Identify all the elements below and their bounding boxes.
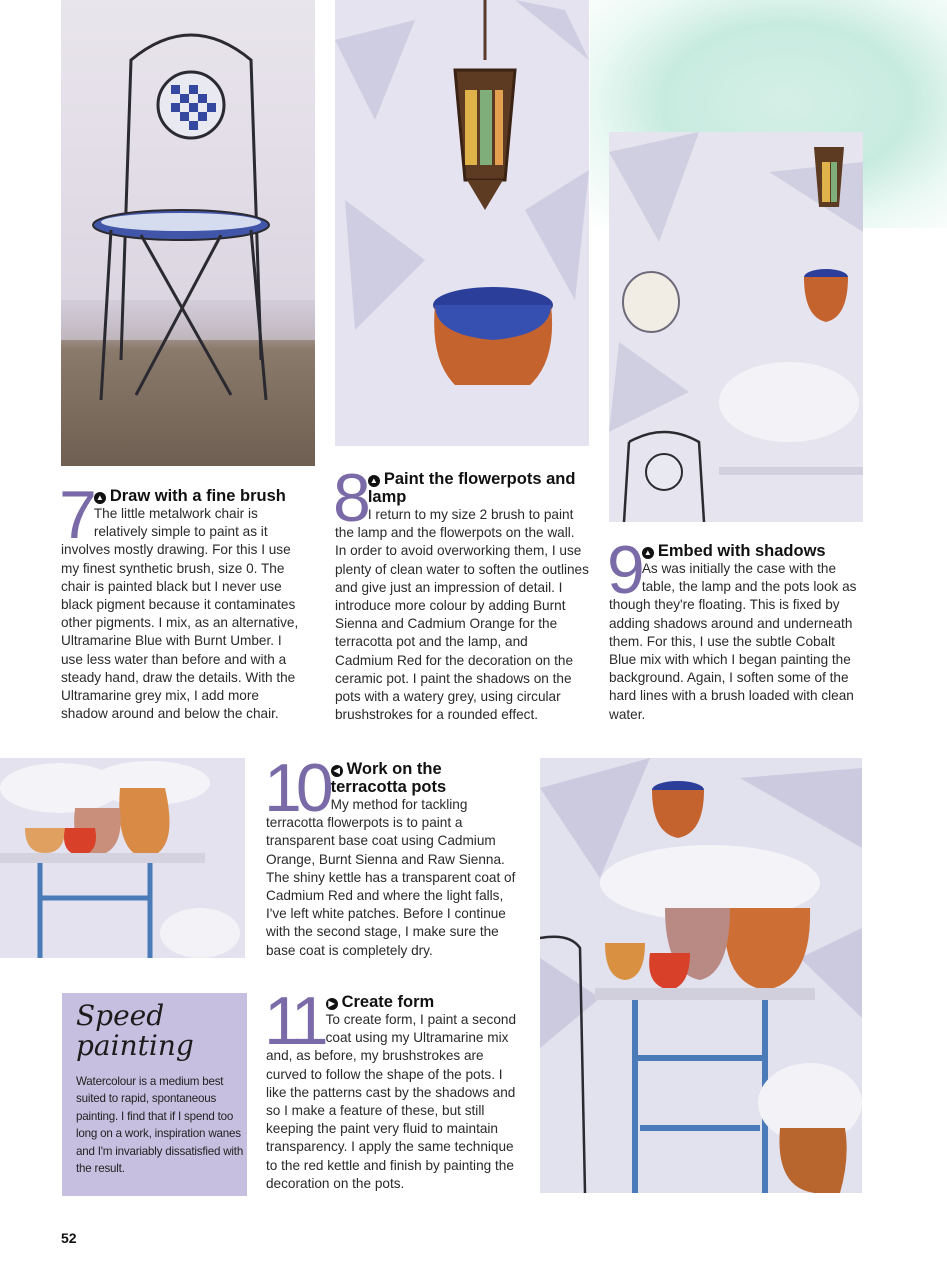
step-number: 11 bbox=[264, 983, 323, 1059]
step-10 bbox=[264, 750, 516, 960]
photo-step10-pots-crop bbox=[0, 758, 245, 958]
speed-painting-box bbox=[62, 993, 247, 1196]
step-8 bbox=[333, 460, 589, 724]
step-title-text: Draw with a fine brush bbox=[109, 487, 286, 505]
photo-step9-wall-scene bbox=[609, 132, 863, 522]
step-title bbox=[609, 542, 859, 560]
step-body: As was initially the case with the table, the lamp and the pots look as though they're floating. This is fixed by adding shadows around and underneath them. For this, I use the subtle Cobalt Blue mix with which I began painting the background. Again, I soften some of the hard lines with a brush loaded with clean water. bbox=[609, 561, 857, 722]
step-body: I return to my size 2 brush to paint the lamp and the flowerpots on the wall. In order to avoid overworking them, I use plenty of clean water to soften the outlines and give just an impression of detail. I introduce more colour by adding Burnt Sienna and Cadmium Orange for the terracotta pot and the lamp, and Cadmium Red for the decoration on the ceramic pot. I paint the shadows on the pots with a watery grey, using circular brushstrokes for a rounded effect. bbox=[335, 507, 589, 723]
speed-painting-title: Speed painting bbox=[76, 999, 194, 1062]
step-title-text: Embed with shadows bbox=[657, 542, 826, 560]
step-number: 7 bbox=[59, 477, 91, 553]
step-7 bbox=[59, 477, 307, 723]
step-title-text: Create form bbox=[341, 993, 435, 1011]
photo-step8-lamp-pot bbox=[335, 0, 589, 446]
step-number: 9 bbox=[607, 532, 639, 608]
photo-step11-final bbox=[540, 758, 862, 1193]
photo-step7-chair bbox=[61, 0, 315, 466]
step-number: 10 bbox=[264, 750, 328, 826]
step-body: The little metalwork chair is relatively simple to paint as it involves mostly drawing. For this I use my finest synthetic brush, size 0. The chair is painted black but I never use black pigment because it contaminates other pigments. I mix, as an alternative, Ultramarine Blue with Burnt Umber. I use less water than before and with a steady hand, draw the details. With the Ultramarine grey mix, I add more shadow around and below the chair. bbox=[61, 506, 299, 722]
circle-arrow-icon: ▲ bbox=[642, 547, 654, 559]
step-11 bbox=[264, 983, 517, 1193]
step-body: My method for tackling terracotta flowerpots is to paint a transparent base coat using Cadmium Orange, Burnt Sienna and Raw Sienna. The shiny kettle has a transparent coat of Cadmium Red and where the light falls, I've left white patches. Before I continue with the second stage, I make sure the base coat is completely dry. bbox=[266, 797, 516, 958]
circle-arrow-icon: ▲ bbox=[368, 475, 380, 487]
step-body: To create form, I paint a second coat using my Ultramarine mix and, as before, my brushstrokes are curved to follow the shape of the pots. I like the patterns cast by the shadows and so I make a feature of these, but still keeping the paint very fluid to maintain transparency. I apply the same technique to the red kettle and finish by painting the decoration on the pots. bbox=[266, 1012, 517, 1191]
step-number: 8 bbox=[333, 460, 365, 536]
step-title bbox=[335, 470, 589, 506]
circle-arrow-icon: ▶ bbox=[326, 998, 338, 1010]
speed-painting-body: Watercolour is a medium best suited to rapid, spontaneous painting. I find that if I spend too long on a work, inspiration wanes and I'm invariably dissatisfied with the result. bbox=[76, 1075, 244, 1176]
circle-arrow-icon: ▲ bbox=[94, 492, 106, 504]
step-title bbox=[61, 487, 307, 505]
step-title-text: Work on the terracotta pots bbox=[330, 760, 447, 796]
circle-arrow-icon: ◀ bbox=[331, 765, 343, 777]
step-title-text: Paint the flowerpots and lamp bbox=[367, 470, 576, 506]
step-9 bbox=[607, 532, 859, 724]
page-number: 52 bbox=[61, 1230, 77, 1246]
